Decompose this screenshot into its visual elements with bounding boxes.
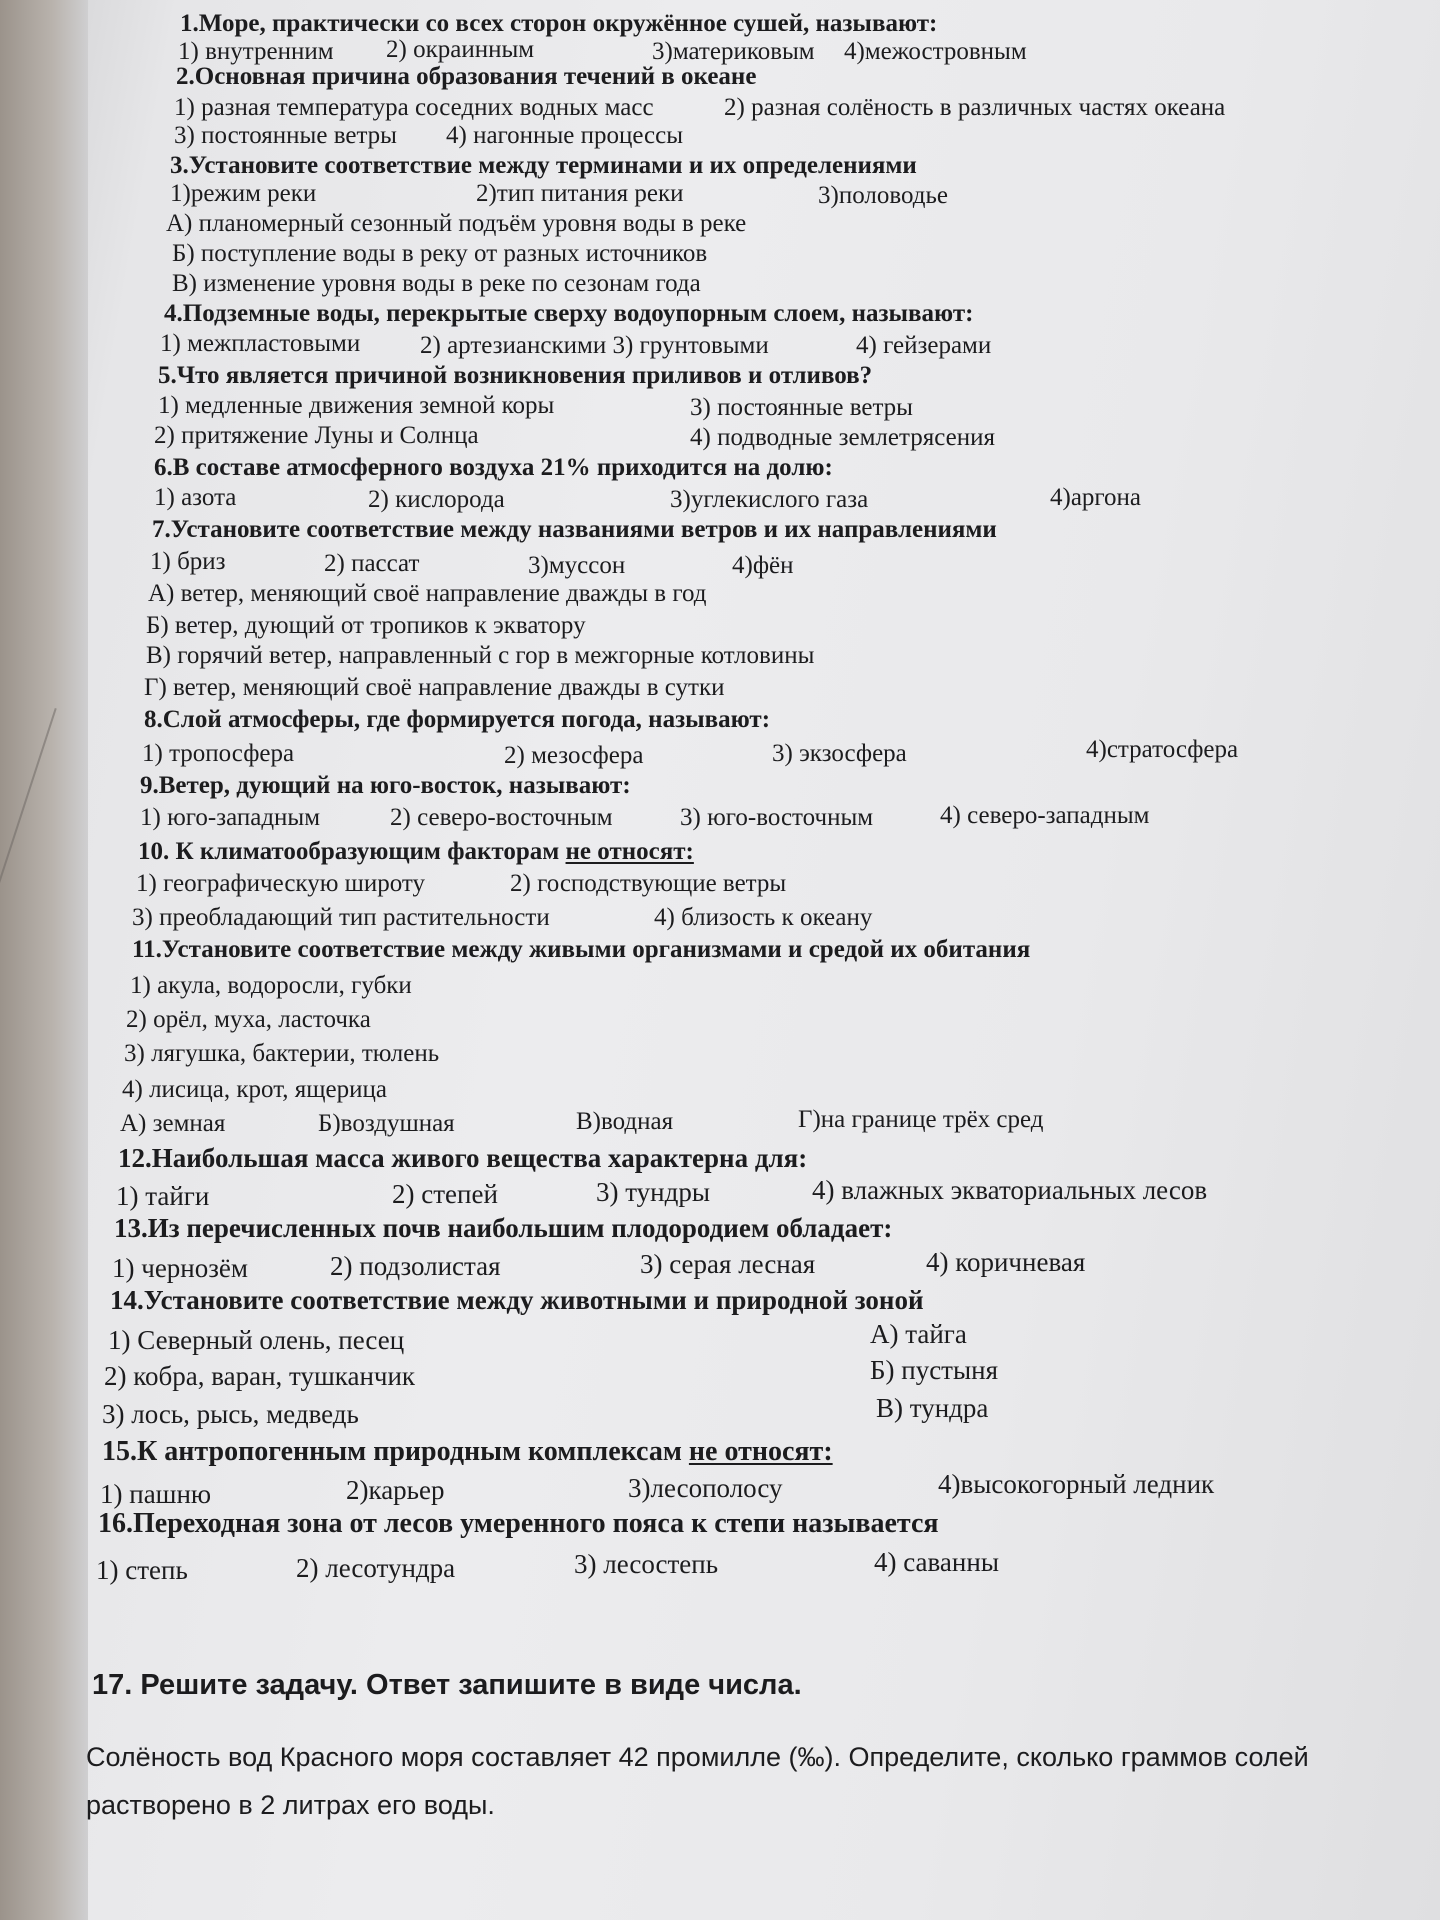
q9-option-4: 4) северо-западным bbox=[940, 802, 1150, 829]
task-17-title: 17. Решите задачу. Ответ запишите в виде числа. bbox=[92, 1669, 802, 1701]
question-15-title bbox=[102, 1436, 833, 1468]
q5-option-3: 3) постоянные ветры bbox=[690, 394, 913, 421]
q11-environment-c: В)водная bbox=[576, 1108, 674, 1135]
q3-term-1: 1)режим реки bbox=[170, 180, 317, 207]
q12-option-4: 4) влажных экваториальных лесов bbox=[812, 1175, 1208, 1205]
q12-option-2: 2) степей bbox=[392, 1179, 498, 1209]
q6-option-1: 1) азота bbox=[154, 484, 237, 511]
q12-option-3: 3) тундры bbox=[596, 1177, 711, 1207]
question-4-title: 4.Подземные воды, перекрытые сверху водоупорным слоем, называют: bbox=[164, 300, 974, 327]
q15-option-3: 3)лесополосу bbox=[628, 1473, 783, 1503]
q8-option-3: 3) экзосфера bbox=[772, 740, 907, 767]
question-3-title: 3.Установите соответствие между терминами и их определениями bbox=[170, 152, 917, 179]
q11-option-1: 1) акула, водоросли, губки bbox=[130, 972, 412, 999]
q4-option-2-3: 2) артезианскими 3) грунтовыми bbox=[420, 332, 769, 359]
q11-environment-a: А) земная bbox=[120, 1110, 226, 1137]
question-7-title: 7.Установите соответствие между названиями ветров и их направлениями bbox=[152, 516, 997, 543]
question-12-title: 12.Наибольшая масса живого вещества характерна для: bbox=[118, 1143, 808, 1173]
q16-option-1: 1) степь bbox=[96, 1555, 188, 1585]
q10-title-underlined: не относят: bbox=[565, 838, 694, 865]
q11-environment-d: Г)на границе трёх сред bbox=[798, 1106, 1044, 1133]
q2-option-4: 4) нагонные процессы bbox=[446, 122, 684, 149]
q5-option-2: 2) притяжение Луны и Солнца bbox=[154, 422, 479, 449]
q9-option-1: 1) юго-западным bbox=[140, 804, 321, 831]
q8-option-1: 1) тропосфера bbox=[142, 740, 295, 767]
q10-option-4: 4) близость к океану bbox=[654, 904, 873, 931]
q7-option-1: 1) бриз bbox=[150, 548, 226, 575]
question-14-title: 14.Установите соответствие между животными и природной зоной bbox=[110, 1285, 924, 1315]
question-10-title bbox=[138, 838, 694, 866]
q11-option-3: 3) лягушка, бактерии, тюлень bbox=[124, 1040, 440, 1067]
q11-option-4: 4) лисица, крот, ящерица bbox=[122, 1076, 387, 1103]
q3-term-3: 3)половодье bbox=[818, 182, 948, 209]
q10-option-1: 1) географическую широту bbox=[136, 870, 426, 897]
q6-option-4: 4)аргона bbox=[1050, 484, 1142, 511]
question-1-title: 1.Море, практически со всех сторон окружённое сушей, называют: bbox=[180, 10, 938, 37]
task-17-text-line-2: растворено в 2 литрах его воды. bbox=[86, 1790, 495, 1820]
q3-definition-b: Б) поступление воды в реку от разных источников bbox=[172, 240, 708, 267]
q10-option-2: 2) господствующие ветры bbox=[510, 870, 787, 897]
question-8-title: 8.Слой атмосферы, где формируется погода, называют: bbox=[144, 706, 771, 733]
q16-option-2: 2) лесотундра bbox=[296, 1553, 456, 1583]
question-9-title: 9.Ветер, дующий на юго-восток, называют: bbox=[140, 772, 631, 799]
q7-option-4: 4)фён bbox=[732, 552, 794, 579]
q2-option-3: 3) постоянные ветры bbox=[174, 122, 397, 149]
q6-option-2: 2) кислорода bbox=[368, 486, 505, 513]
q8-option-4: 4)стратосфера bbox=[1086, 736, 1239, 763]
q2-option-2: 2) разная солёность в различных частях океана bbox=[724, 94, 1226, 121]
q14-option-3: 3) лось, рысь, медведь bbox=[102, 1399, 359, 1429]
q1-option-4: 4)межостровным bbox=[844, 38, 1027, 65]
q7-definition-d: Г) ветер, меняющий своё направление дважды в сутки bbox=[144, 674, 725, 701]
q14-option-2: 2) кобра, варан, тушканчик bbox=[104, 1361, 416, 1391]
q11-option-2: 2) орёл, муха, ласточка bbox=[126, 1006, 371, 1033]
q12-option-1: 1) тайги bbox=[116, 1181, 210, 1211]
q2-option-1: 1) разная температура соседних водных масс bbox=[174, 94, 654, 121]
q8-option-2: 2) мезосфера bbox=[504, 742, 644, 769]
question-11-title: 11.Установите соответствие между живыми организмами и средой их обитания bbox=[132, 936, 1031, 963]
q9-option-2: 2) северо-восточным bbox=[390, 804, 613, 831]
q15-option-2: 2)карьер bbox=[346, 1475, 445, 1505]
q3-definition-a: А) планомерный сезонный подъём уровня воды в реке bbox=[166, 210, 747, 237]
question-6-title: 6.В составе атмосферного воздуха 21% приходится на долю: bbox=[154, 454, 833, 481]
q7-definition-c: В) горячий ветер, направленный с гор в межгорные котловины bbox=[146, 642, 815, 669]
q3-definition-c: В) изменение уровня воды в реке по сезонам года bbox=[172, 270, 701, 297]
q4-option-1: 1) межпластовыми bbox=[160, 330, 361, 357]
q7-definition-b: Б) ветер, дующий от тропиков к экватору bbox=[146, 612, 586, 639]
q15-option-1: 1) пашню bbox=[100, 1479, 212, 1509]
q13-option-2: 2) подзолистая bbox=[330, 1251, 501, 1281]
q3-term-2: 2)тип питания реки bbox=[476, 180, 684, 207]
question-13-title: 13.Из перечисленных почв наибольшим плодородием обладает: bbox=[114, 1213, 893, 1243]
q1-option-2: 2) окраинным bbox=[386, 36, 535, 63]
q16-option-4: 4) саванны bbox=[874, 1547, 999, 1577]
q15-title-underlined: не относят: bbox=[688, 1436, 833, 1467]
q11-environment-b: Б)воздушная bbox=[318, 1110, 455, 1137]
task-17-text-line-1: Солёность вод Красного моря составляет 42 промилле (‰). Определите, сколько граммов солей bbox=[86, 1742, 1309, 1772]
q5-option-4: 4) подводные землетрясения bbox=[690, 424, 995, 451]
q7-option-2: 2) пассат bbox=[324, 550, 420, 577]
q6-option-3: 3)углекислого газа bbox=[670, 486, 869, 513]
q1-option-3: 3)материковым bbox=[652, 38, 815, 65]
q14-zone-c: В) тундра bbox=[876, 1393, 989, 1423]
q1-option-1: 1) внутренним bbox=[178, 38, 334, 65]
q10-title-text: 10. К климатообразующим факторам bbox=[138, 838, 566, 865]
q14-zone-b: Б) пустыня bbox=[870, 1355, 998, 1385]
q10-option-3: 3) преобладающий тип растительности bbox=[132, 904, 550, 931]
q16-option-3: 3) лесостепь bbox=[574, 1549, 719, 1579]
q14-option-1: 1) Северный олень, песец bbox=[108, 1325, 405, 1355]
q13-option-4: 4) коричневая bbox=[926, 1247, 1086, 1277]
q14-zone-a: А) тайга bbox=[870, 1319, 967, 1349]
q13-option-3: 3) серая лесная bbox=[640, 1249, 816, 1279]
q13-option-1: 1) чернозём bbox=[112, 1253, 248, 1283]
q15-title-text: 15.К антропогенным природным комплексам bbox=[102, 1436, 689, 1467]
question-2-title: 2.Основная причина образования течений в океане bbox=[176, 63, 757, 90]
q7-option-3: 3)муссон bbox=[528, 552, 626, 579]
q4-option-4: 4) гейзерами bbox=[856, 332, 992, 359]
q9-option-3: 3) юго-восточным bbox=[680, 804, 874, 831]
question-16-title: 16.Переходная зона от лесов умеренного пояса к степи называется bbox=[98, 1508, 939, 1539]
question-5-title: 5.Что является причиной возникновения приливов и отливов? bbox=[158, 362, 873, 389]
q7-definition-a: А) ветер, меняющий своё направление дважды в год bbox=[148, 580, 707, 607]
q5-option-1: 1) медленные движения земной коры bbox=[158, 392, 555, 419]
q15-option-4: 4)высокогорный ледник bbox=[938, 1469, 1215, 1499]
